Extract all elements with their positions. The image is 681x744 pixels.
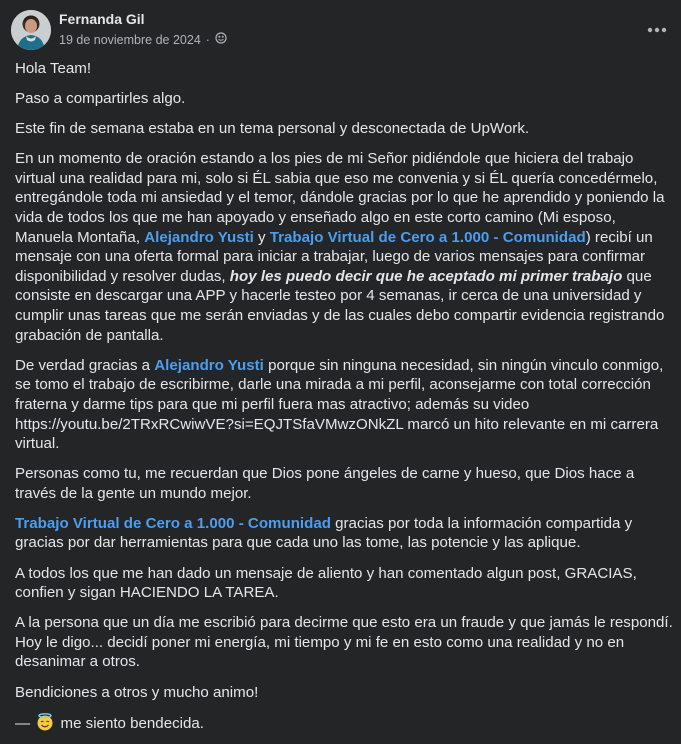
globe-icon[interactable] bbox=[215, 32, 227, 47]
paragraph-blessings: Bendiciones a otros y mucho animo! bbox=[15, 683, 259, 701]
closing-text: me siento bendecida. bbox=[56, 714, 204, 732]
avatar-photo bbox=[11, 10, 51, 50]
text: porque sin ninguna necesidad, sin ningún vinculo conmigo, se tomo el trabajo de escribirme, darle una mirada a mi perfil, aconsejarme con total corrección fraterna y darme tips para que mi perfil fuera mas atractivo; además su video https://youtu.be/2TRxRCwiwVE?si=EQJTSfaVMwzONkZL marcó un hito relevante en mi carrera virtual. bbox=[15, 356, 664, 453]
mention-community-group[interactable]: Trabajo Virtual de Cero a 1.000 - Comunidad bbox=[269, 228, 586, 246]
author-name[interactable]: Fernanda Gil bbox=[59, 11, 145, 27]
paragraph-thanks bbox=[15, 356, 675, 454]
text: y bbox=[253, 228, 270, 246]
mention-alejandro-yusti[interactable]: Alejandro Yusti bbox=[144, 228, 254, 246]
text: De verdad gracias a bbox=[15, 356, 155, 374]
post-text bbox=[15, 59, 675, 744]
more-horizontal-icon bbox=[647, 27, 667, 33]
emphasis-text: hoy les puedo decir que he aceptado mi primer trabajo bbox=[229, 267, 623, 285]
paragraph-community bbox=[15, 514, 675, 553]
avatar[interactable] bbox=[11, 10, 51, 50]
smiling-face-with-halo-icon bbox=[36, 713, 54, 731]
text: que consiste en descargar una APP y hacerle testeo por 4 semanas, ir cerca de una universidad y cumplir unas tareas que me serán enviadas y de las cuales debo compartir evidencia registrando grabación de pantalla. bbox=[15, 267, 665, 344]
more-options-button[interactable] bbox=[643, 16, 671, 44]
post-header bbox=[11, 10, 681, 52]
paragraph-weekend: Este fin de semana estaba en un tema personal y desconectada de UpWork. bbox=[15, 120, 530, 138]
paragraph-greeting: Hola Team! bbox=[15, 60, 92, 77]
text: ) recibí un mensaje con una oferta formal para iniciar a trabajar, luego de varios mensajes para confirmar disponibilidad y resolver dudas, bbox=[15, 228, 653, 285]
paragraph-closing bbox=[15, 713, 675, 734]
text: gracias por toda la información compartida y gracias por dar herramientas para que cada uno las tome, las potencie y las aplique. bbox=[15, 514, 633, 552]
paragraph-prayer bbox=[15, 149, 675, 345]
mention-alejandro-yusti[interactable]: Alejandro Yusti bbox=[154, 356, 264, 374]
paragraph-gracias: A todos los que me han dado un mensaje de aliento y han comentado algun post, GRACIAS, confien y sigan HACIENDO LA TAREA. bbox=[15, 564, 637, 602]
post-meta bbox=[59, 32, 227, 47]
paragraph-fraud: A la persona que un día me escribió para decirme que esto era un fraude y que jamás le respondí. Hoy le digo... decidí poner mi energía, mi tiempo y mi fe en esto como una realidad y no en desanimar a otros. bbox=[15, 614, 673, 671]
paragraph-angels: Personas como tu, me recuerdan que Dios pone ángeles de carne y hueso, que Dios hace a través de la gente un mundo mejor. bbox=[15, 465, 635, 502]
meta-separator: · bbox=[205, 32, 210, 47]
mention-community-group[interactable]: Trabajo Virtual de Cero a 1.000 - Comunidad bbox=[15, 514, 331, 532]
text: En un momento de oración estando a los pies de mi Señor pidiéndole que hiciera del trabajo virtual una realidad para mi, solo si ÉL sabia que eso me convenia y si ÉL quería concedérmelo, entregándole toda mi ansiedad y el temor, dándole gracias por lo que he aprendido y poniendo la vida de todos los que me han apoyado y enseñado algo en este corto camino (Mi esposo, Manuela Montaña, bbox=[15, 150, 665, 246]
post-date[interactable]: 19 de noviembre de 2024 bbox=[59, 32, 201, 47]
em-dash: — bbox=[15, 714, 31, 732]
paragraph-intro: Paso a compartirles algo. bbox=[15, 90, 186, 108]
